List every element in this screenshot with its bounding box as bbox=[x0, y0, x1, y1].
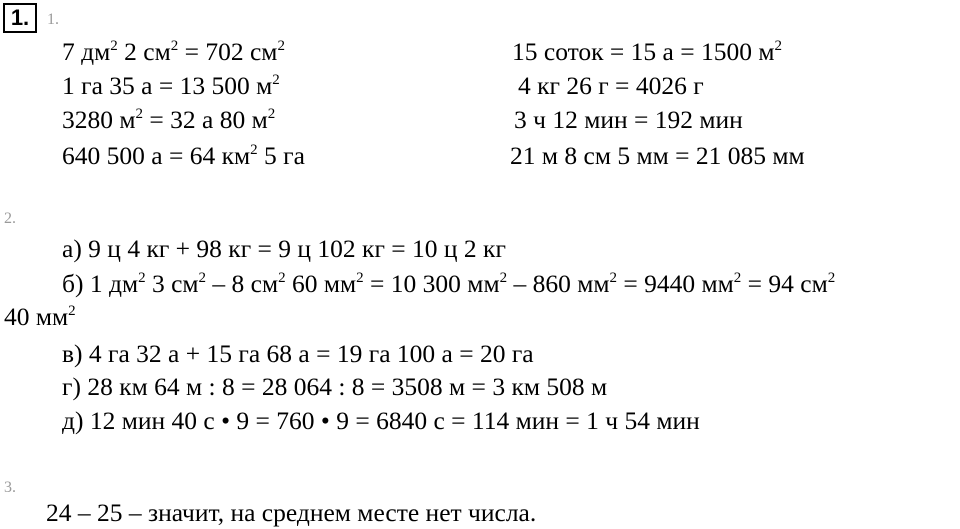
text-segment: = 9440 мм bbox=[616, 269, 734, 298]
text-segment: = 10 300 мм bbox=[363, 269, 500, 298]
s2-line bbox=[62, 339, 534, 369]
text-segment: в) 4 га 32 а + 15 га 68 а = 19 га 100 а = 20 га bbox=[62, 339, 534, 368]
section-1-number: 1. bbox=[47, 11, 59, 28]
s2-line bbox=[62, 406, 700, 436]
text-segment: а) 9 ц 4 кг + 98 кг = 9 ц 102 кг = 10 ц 2 кг bbox=[62, 234, 506, 263]
text-segment: 1 га 35 а = 13 500 м bbox=[62, 71, 273, 100]
text-segment: г) 28 км 64 м : 8 = 28 064 : 8 = 3508 м = 3 км 508 м bbox=[62, 372, 608, 401]
exponent: 2 bbox=[733, 270, 742, 286]
text-segment: 3 ч 12 мин = 192 мин bbox=[514, 105, 743, 134]
text-segment: 60 мм bbox=[285, 269, 357, 298]
exponent: 2 bbox=[827, 270, 836, 286]
s3-line bbox=[46, 498, 536, 528]
s1-left-line bbox=[62, 141, 305, 171]
exponent: 2 bbox=[135, 106, 144, 122]
s1-left-line bbox=[62, 71, 280, 101]
s2-line bbox=[62, 372, 607, 402]
exponent: 2 bbox=[170, 38, 179, 54]
s1-left-line bbox=[62, 105, 275, 135]
text-segment: = 702 см bbox=[178, 37, 278, 66]
s2-line bbox=[62, 269, 835, 299]
exponent: 2 bbox=[68, 303, 76, 319]
exponent: 2 bbox=[110, 38, 118, 54]
text-segment: = 32 а 80 м bbox=[143, 105, 268, 134]
text-segment: 4 кг 26 г = 4026 г bbox=[518, 71, 704, 100]
text-segment: – 8 см bbox=[206, 269, 279, 298]
text-segment: 3280 м bbox=[62, 105, 136, 134]
s1-right-line bbox=[512, 37, 782, 67]
text-segment: 24 – 25 – значит, на среднем месте нет числа. bbox=[46, 498, 537, 527]
text-segment: 2 см bbox=[117, 37, 171, 66]
text-segment: 5 га bbox=[257, 141, 305, 170]
s2-line bbox=[62, 234, 506, 264]
s1-left-line bbox=[62, 37, 285, 67]
exponent: 2 bbox=[267, 106, 276, 122]
exponent: 2 bbox=[250, 142, 258, 158]
exponent: 2 bbox=[774, 38, 783, 54]
s1-right-line bbox=[514, 105, 743, 135]
text-segment: – 860 мм bbox=[507, 269, 610, 298]
text-segment: д) 12 мин 40 с • 9 = 760 • 9 = 6840 с = 114 мин = 1 ч 54 мин bbox=[62, 406, 700, 435]
section-3-number: 3. bbox=[4, 479, 16, 496]
exponent: 2 bbox=[272, 72, 280, 88]
exponent: 2 bbox=[278, 270, 286, 286]
s1-right-line bbox=[510, 141, 805, 171]
text-segment: 40 мм bbox=[4, 302, 69, 331]
exponent: 2 bbox=[499, 270, 508, 286]
text-segment: 15 соток = 15 а = 1500 м bbox=[512, 37, 775, 66]
exponent: 2 bbox=[356, 270, 364, 286]
text-segment: = 94 см bbox=[741, 269, 828, 298]
exponent: 2 bbox=[609, 270, 617, 286]
exponent: 2 bbox=[198, 270, 207, 286]
task-badge: 1. bbox=[3, 3, 37, 33]
text-segment: б) 1 дм bbox=[62, 269, 139, 298]
text-segment: 640 500 а = 64 км bbox=[62, 141, 251, 170]
s2-line bbox=[4, 302, 76, 332]
section-2-number: 2. bbox=[4, 210, 16, 227]
s1-right-line bbox=[518, 71, 704, 101]
text-segment: 21 м 8 см 5 мм = 21 085 мм bbox=[510, 141, 805, 170]
exponent: 2 bbox=[138, 270, 146, 286]
text-segment: 7 дм bbox=[62, 37, 111, 66]
exponent: 2 bbox=[277, 38, 285, 54]
text-segment: 3 см bbox=[145, 269, 199, 298]
